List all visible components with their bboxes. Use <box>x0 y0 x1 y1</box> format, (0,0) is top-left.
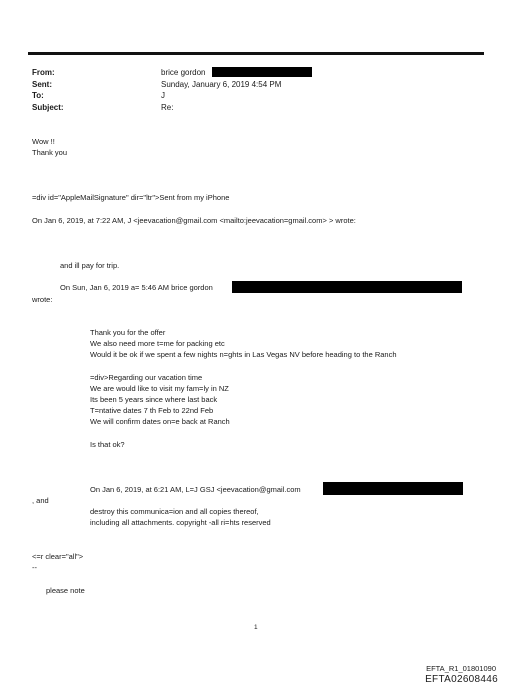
body-need-more: We also need more t=me for packing etc <box>90 339 225 348</box>
to-value: J <box>161 91 165 100</box>
from-value: brice gordon <box>161 68 206 77</box>
quote-header-621: On Jan 6, 2019, at 6:21 AM, L=J GSJ <jeevacation@gmail.com <box>90 485 301 494</box>
body-regarding: =div>Regarding our vacation time <box>90 373 203 382</box>
body-thank-you: Thank you <box>32 148 68 157</box>
body-please-note: please note <box>46 586 85 595</box>
subject-label: Subject: <box>32 103 64 112</box>
body-is-ok: Is that ok? <box>90 440 125 449</box>
footer-code-1: EFTA_R1_01801090 <box>426 664 496 673</box>
body-thank-offer: Thank you for the offer <box>90 328 166 337</box>
to-label: To: <box>32 91 44 100</box>
body-wow: Wow !! <box>32 137 55 146</box>
body-destroy: destroy this communica=ion and all copies thereof, <box>90 507 259 516</box>
body-visit-family: We are would like to visit my fam=ly in NZ <box>90 384 229 393</box>
page-number: 1 <box>254 624 258 631</box>
body-five-years: Its been 5 years since where last back <box>90 395 218 404</box>
body-including: including all attachments. copyright -all ri=hts reserved <box>90 518 271 527</box>
body-and: , and <box>32 496 49 505</box>
body-tentative: T=ntative dates 7 th Feb to 22nd Feb <box>90 406 214 415</box>
body-br-clear: <=r clear="all"> <box>32 552 84 561</box>
sent-value: Sunday, January 6, 2019 4:54 PM <box>161 80 282 89</box>
redaction-621 <box>323 482 463 495</box>
quote-header-722: On Jan 6, 2019, at 7:22 AM, J <jeevacation@gmail.com <mailto:jeevacation=gmail.com> > wrote: <box>32 216 356 225</box>
body-would-it: Would it be ok if we spent a few nights n=ghts in Las Vegas NV before heading to the Ranch <box>90 350 397 359</box>
signature-line: =div id="AppleMailSignature" dir="ltr">Sent from my iPhone <box>32 193 230 202</box>
footer-code-2: EFTA02608446 <box>425 674 498 685</box>
redaction-from <box>212 67 312 77</box>
subject-value: Re: <box>161 103 174 112</box>
redaction-546 <box>232 281 462 293</box>
body-and-ill-pay: and ill pay for trip. <box>60 261 120 270</box>
header-rule <box>28 52 484 55</box>
sent-label: Sent: <box>32 80 52 89</box>
body-wrote: wrote: <box>32 295 53 304</box>
body-confirm: We will confirm dates on=e back at Ranch <box>90 417 230 426</box>
from-label: From: <box>32 68 55 77</box>
body-dashes: -- <box>32 563 37 572</box>
quote-header-546: On Sun, Jan 6, 2019 a= 5:46 AM brice gordon <box>60 283 213 292</box>
